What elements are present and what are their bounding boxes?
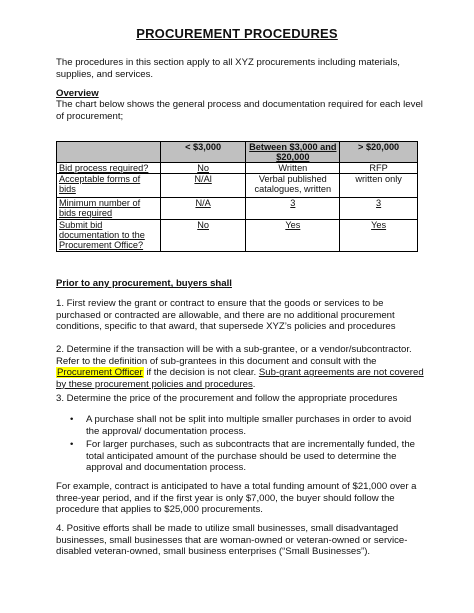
row-label: Submit bid documentation to the Procurement Office? xyxy=(57,220,161,252)
table-row xyxy=(57,163,418,174)
table-cell: No xyxy=(160,163,246,174)
row-label: Minimum number of bids required xyxy=(57,198,161,220)
prior-heading: Prior to any procurement, buyers shall xyxy=(56,278,232,289)
bullet-text: A purchase shall not be split into multiple smaller purchases in order to avoid the approval/ documentation process. xyxy=(86,414,412,437)
table-cell: Yes xyxy=(246,220,340,252)
table-header-cell: > $20,000 xyxy=(340,142,418,163)
table-row xyxy=(57,174,418,198)
overview-paragraph: The chart below shows the general process and documentation required for each level of procurement; xyxy=(56,99,423,122)
step-2-mid: if the decision is not clear. xyxy=(146,367,257,379)
page-title: PROCUREMENT PROCEDURES xyxy=(136,26,338,41)
step-2-lead: 2. Determine if the transaction will be with a sub-grantee, or a vendor/subcontractor. Refer to the definition of sub-grantees in this document and consult with the xyxy=(56,344,412,367)
table-header-row xyxy=(57,142,418,163)
step-2-end: . xyxy=(252,378,256,390)
table-header-cell: < $3,000 xyxy=(160,142,246,163)
example-paragraph: For example, contract is anticipated to have a total funding amount of $21,000 over a three-year period, and if the first year is only $7,000, the buyer should follow the procedure that applies to $25,000 procurements. xyxy=(56,481,417,516)
step-1-paragraph: 1. First review the grant or contract to ensure that the goods or services to be purchased or contracted are allowable, and there are no additional procurement conditions, specific to that award, that supersede XYZ’s policies and procedures xyxy=(56,298,396,333)
bullet-icon: • xyxy=(70,414,74,425)
table-cell: N/Al xyxy=(160,174,246,198)
table-cell: N/A xyxy=(160,198,246,220)
list-item xyxy=(70,414,426,437)
table-cell: Verbal published catalogues, written xyxy=(246,174,340,198)
table-cell: No xyxy=(160,220,246,252)
row-label: Bid process required? xyxy=(57,163,161,174)
step-4-paragraph: 4. Positive efforts shall be made to utilize small businesses, small disadvantaged businesses, small businesses that are woman-owned or veteran-owned or service-disabled veteran-owned, small business enterprises (“Small Businesses”). xyxy=(56,523,408,558)
table-row xyxy=(57,220,418,252)
table-cell: Written xyxy=(246,163,340,174)
sub-grant-note: Sub-grant agreements are not covered by these procurement policies and procedures xyxy=(56,367,424,390)
bullet-icon: • xyxy=(70,439,74,451)
step-3-paragraph: 3. Determine the price of the procurement and follow the appropriate procedures xyxy=(56,393,398,404)
procurement-table xyxy=(56,141,418,252)
intro-paragraph: The procedures in this section apply to all XYZ procurements including materials, supplies, and services. xyxy=(56,57,400,80)
table-header-cell: Between $3,000 and $20,000 xyxy=(246,142,340,163)
overview-heading: Overview xyxy=(56,88,99,99)
table-cell: 3 xyxy=(246,198,340,220)
bullet-text: For larger purchases, such as subcontracts that are incrementally funded, the total anticipated amount of the purchase should be used to determine the approval and documentation process. xyxy=(86,439,416,474)
procurement-officer-highlight: Procurement Officer xyxy=(57,367,143,379)
bullet-list xyxy=(70,414,426,476)
table-cell: RFP xyxy=(340,163,418,174)
row-label: Acceptable forms of bids xyxy=(57,174,161,198)
table-cell: written only xyxy=(340,174,418,198)
step-2-paragraph xyxy=(56,344,430,390)
list-item xyxy=(70,439,426,474)
table-cell: 3 xyxy=(340,198,418,220)
table-row xyxy=(57,198,418,220)
table-header-cell xyxy=(57,142,161,163)
table-cell: Yes xyxy=(340,220,418,252)
